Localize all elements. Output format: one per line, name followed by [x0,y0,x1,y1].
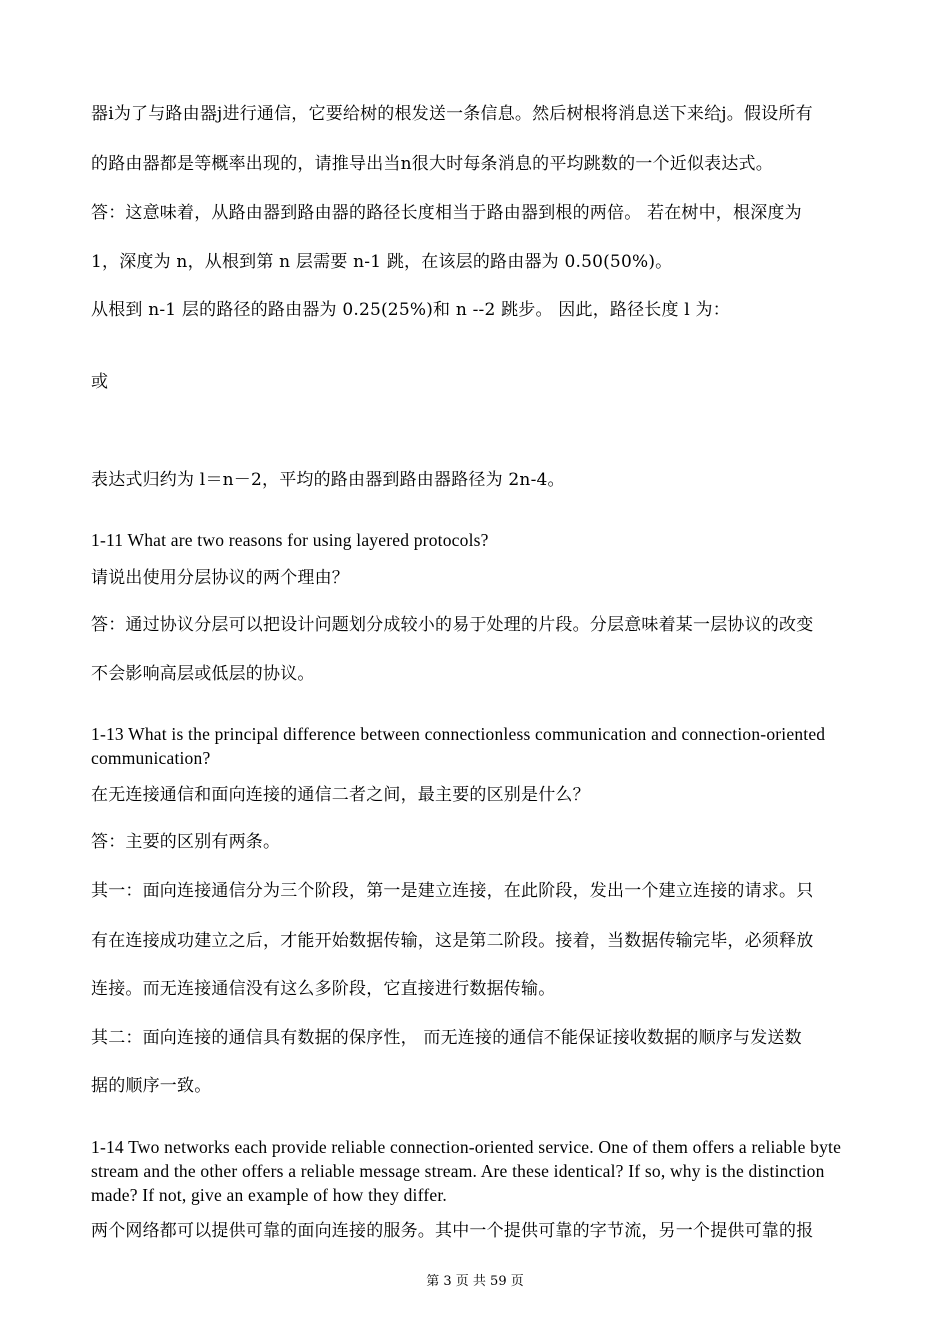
text-line: 的路由器都是等概率出现的，请推导出当n很大时每条消息的平均跳数的一个近似表达式。 [91,154,773,174]
text-line: 器i为了与路由器j进行通信，它要给树的根发送一条信息。然后树根将消息送下来给j。假设所有 [91,104,813,124]
question-heading: 1-11 What are two reasons for using layered protocols? [91,530,489,550]
question-heading: 1-14 Two networks each provide reliable connection-oriented service. One of them offers a reliable byte stream and the other offers a reliable message stream. Are these identical? If so, why is the distinction made? If not, give an example of how they differ. [91,1137,842,1205]
text-line: 据的顺序一致。 [91,1076,212,1096]
text-line: 答：通过协议分层可以把设计问题划分成较小的易于处理的片段。分层意味着某一层协议的改变 [91,615,814,635]
text-line: 1，深度为 n，从根到第 n 层需要 n-1 跳，在该层的路由器为 0.50(50%)。 [91,252,673,272]
text-line: 答：这意味着，从路由器到路由器的路径长度相当于路由器到根的两倍。 若在树中，根深度为 [91,203,802,223]
text-line: 答：主要的区别有两条。 [91,832,281,852]
page-footer: 第 3 页 共 59 页 [426,1274,524,1289]
text-line: 两个网络都可以提供可靠的面向连接的服务。其中一个提供可靠的字节流，另一个提供可靠的报 [91,1221,814,1241]
text-line: 在无连接通信和面向连接的通信二者之间，最主要的区别是什么？ [91,785,590,805]
text-line: 连接。而无连接通信没有这么多阶段，它直接进行数据传输。 [91,979,556,999]
text-line: 表达式归约为 l＝n－2，平均的路由器到路由器路径为 2n-4。 [91,470,565,490]
text-line: 其二：面向连接的通信具有数据的保序性， 而无连接的通信不能保证接收数据的顺序与发送数 [91,1028,802,1048]
text-line: 其一：面向连接通信分为三个阶段，第一是建立连接，在此阶段，发出一个建立连接的请求。只 [91,881,814,901]
text-line: 或 [91,372,109,392]
text-line: 不会影响高层或低层的协议。 [91,664,315,684]
text-line: 从根到 n-1 层的路径的路由器为 0.25(25%)和 n --2 跳步。 因此，路径长度 l 为： [91,300,730,320]
text-line: 有在连接成功建立之后，才能开始数据传输，这是第二阶段。接着，当数据传输完毕，必须释放 [91,931,814,951]
text-line: 请说出使用分层协议的两个理由？ [91,568,349,588]
question-heading: 1-13 What is the principal difference between connectionless communication and connection-oriented communication? [91,724,826,768]
